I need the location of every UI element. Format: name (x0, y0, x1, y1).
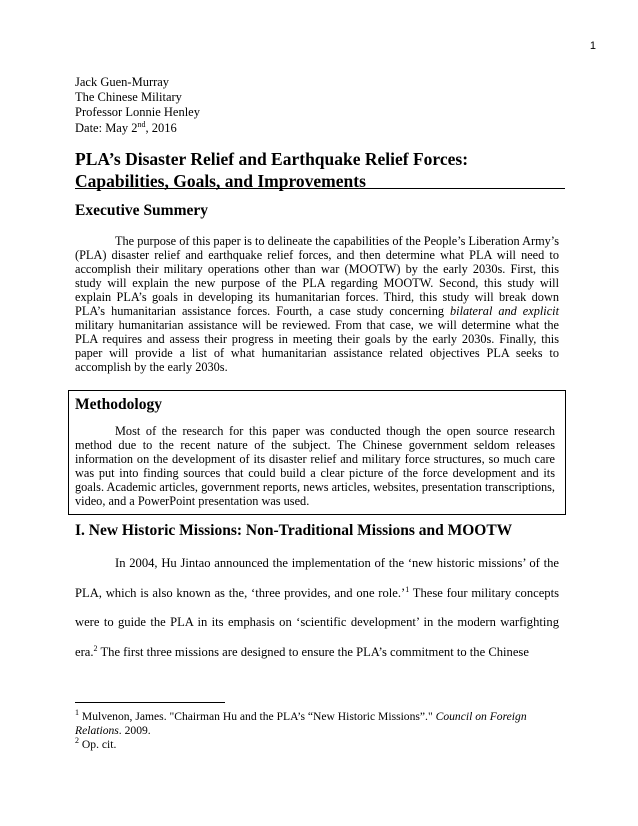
date-superscript: nd (137, 119, 146, 129)
footnote-1 (75, 710, 545, 738)
footnote-1-italic: Council on Foreign Relations (75, 710, 527, 737)
date-prefix: Date: May 2 (75, 120, 138, 135)
executive-summary-italic: bilateral and explicit (450, 304, 559, 318)
footnote-1-text: Mulvenon, James. "Chairman Hu and the PLA’s “New Historic Missions”." (79, 710, 436, 723)
section-1-heading: I. New Historic Missions: Non-Traditional Missions and MOOTW (75, 522, 513, 539)
author-name: Jack Guen-Murray (75, 75, 170, 89)
document-title: PLA’s Disaster Relief and Earthquake Relief Forces: Capabilities, Goals, and Improvements (75, 149, 469, 191)
footnote-ref-1[interactable]: 1 (405, 584, 410, 594)
methodology-box (68, 390, 566, 515)
executive-summary-text-1: The purpose of this paper is to delineate the capabilities of the People’s Liberation Army’s (PLA) disaster relief and earthquake relief forces, and then determine what PLA will need to accomplish their military operations other than war (MOOTW) by the early 2030s. First, this study will explain the new purpose of the PLA regarding MOOTW. Second, this study will explain PLA’s goals in developing its humanitarian forces. Third, this study will break down PLA’s humanitarian assistance forces. Fourth, a case study concerning (75, 234, 559, 318)
section-1-text-2: These four military concepts were to guide the PLA in its emphasis on ‘scientific development’ in the modern warfighting era. (75, 585, 560, 659)
methodology-text: Most of the research for this paper was conducted though the open source research method due to the recent nature of the subject. The Chinese government seldom releases information on the development of its disaster relief and military force structures, so much care was put into finding sources that could build a clear picture of the force development and its goals. Academic articles, government reports, news articles, websites, presentation transcriptions, video, and a PowerPoint presentation was used. (75, 424, 555, 508)
date-line (75, 121, 200, 136)
footnote-1-mark: 1 (75, 708, 79, 717)
footnote-ref-2[interactable]: 2 (93, 643, 98, 653)
author-header-block (75, 75, 200, 136)
date-suffix: , 2016 (145, 120, 177, 135)
footnotes (75, 710, 545, 752)
footnote-separator (75, 702, 225, 703)
executive-summary-body (75, 234, 559, 374)
footnote-2 (75, 738, 545, 752)
section-1-text-1: In 2004, Hu Jintao announced the implementation of the ‘new historic missions’ of the PLA, which is also known as the, ‘three provides, and one role.’ (75, 556, 559, 600)
title-underline (75, 188, 565, 189)
executive-summary-text-2: military humanitarian assistance will be reviewed. From that case, we will determine what the PLA requires and assess their progress in meeting their goals by the early 2030s. Finally, this paper will provide a list of what humanitarian assistance related objectives PLA seeks to accomplish by the early 2030s. (75, 318, 559, 374)
page-number: 1 (589, 40, 596, 52)
section-1-text-3: The first three missions are designed to ensure the PLA’s commitment to the Chinese (97, 644, 529, 659)
course-name: The Chinese Military (75, 90, 182, 105)
executive-summary-heading: Executive Summery (75, 202, 209, 219)
section-1-body (75, 549, 559, 667)
methodology-heading: Methodology (75, 396, 162, 413)
footnote-2-mark: 2 (75, 736, 79, 745)
footnote-2-text: Op. cit. (79, 738, 117, 751)
professor-name: Professor Lonnie Henley (75, 105, 200, 120)
methodology-body (75, 424, 555, 508)
footnote-1-end: . 2009. (118, 724, 151, 737)
